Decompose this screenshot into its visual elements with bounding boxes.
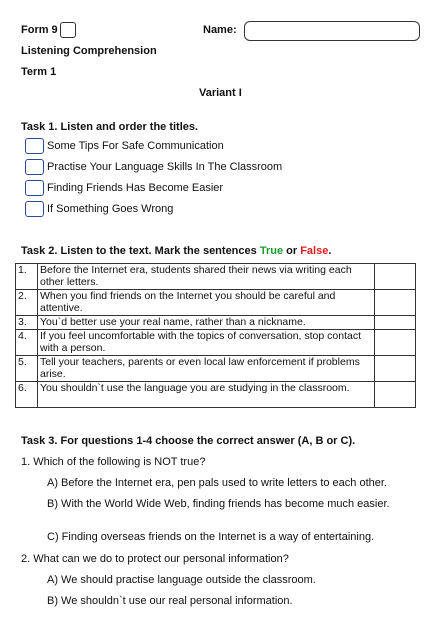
answer-cell[interactable] [375,316,416,330]
term-heading: Term 1 [21,66,57,78]
form-label: Form 9 [21,24,58,36]
q2-option-b[interactable]: B) We shouldn`t use our real personal information. [47,595,293,607]
task1-item-1: Some Tips For Safe Communication [47,140,224,152]
or-word: or [283,245,301,257]
row-number: 6. [16,382,38,408]
answer-cell[interactable] [375,264,416,290]
statement-text: Tell your teachers, parents or even local law enforcement if problems arise. [38,356,375,382]
table-row [16,290,416,316]
q1-option-c[interactable]: C) Finding overseas friends on the Internet is a way of entertaining. [47,531,375,543]
true-word: True [259,245,284,257]
answer-cell[interactable] [375,382,416,408]
order-box-1[interactable] [25,138,44,154]
name-field[interactable] [244,21,420,41]
table-row [16,356,416,382]
row-number: 1. [16,264,38,290]
row-number: 3. [16,316,38,330]
question-1: 1. Which of the following is NOT true? [21,456,206,468]
task2-title [21,245,331,257]
table-row [16,316,416,330]
answer-cell[interactable] [375,330,416,356]
form-number-box[interactable] [60,22,76,38]
task1-title: Task 1. Listen and order the titles. [21,121,199,133]
question-2: 2. What can we do to protect our personal information? [21,553,289,565]
task1-item-2: Practise Your Language Skills In The Classroom [47,161,283,173]
statement-text: When you find friends on the Internet you should be careful and attentive. [38,290,375,316]
task2-title-prefix: Task 2. Listen to the text. Mark the sentences [21,245,260,257]
name-label: Name: [203,24,237,36]
table-row [16,382,416,408]
q1-option-b[interactable]: B) With the World Wide Web, finding friends has become much easier. [47,498,390,510]
true-false-table [15,263,416,408]
false-word: False [300,245,329,257]
title-period: . [328,245,332,257]
statement-text: Before the Internet era, students shared their news via writing each other letters. [38,264,375,290]
task1-item-4: If Something Goes Wrong [47,203,174,215]
statement-text: If you feel uncomfortable with the topics of conversation, stop contact with a person. [38,330,375,356]
subject-heading: Listening Comprehension [21,45,157,57]
task3-title: Task 3. For questions 1-4 choose the correct answer (A, B or C). [21,435,356,447]
answer-cell[interactable] [375,356,416,382]
order-box-3[interactable] [25,180,44,196]
statement-text: You shouldn`t use the language you are studying in the classroom. [38,382,375,408]
row-number: 4. [16,330,38,356]
variant-heading: Variant I [199,87,242,99]
task1-item-3: Finding Friends Has Become Easier [47,182,224,194]
order-box-4[interactable] [25,201,44,217]
q2-option-a[interactable]: A) We should practise language outside the classroom. [47,574,316,586]
table-row [16,264,416,290]
table-row [16,330,416,356]
row-number: 2. [16,290,38,316]
answer-cell[interactable] [375,290,416,316]
q1-option-a[interactable]: A) Before the Internet era, pen pals used to write letters to each other. [47,477,387,489]
order-box-2[interactable] [25,159,44,175]
statement-text: You`d better use your real name, rather than a nickname. [38,316,375,330]
row-number: 5. [16,356,38,382]
